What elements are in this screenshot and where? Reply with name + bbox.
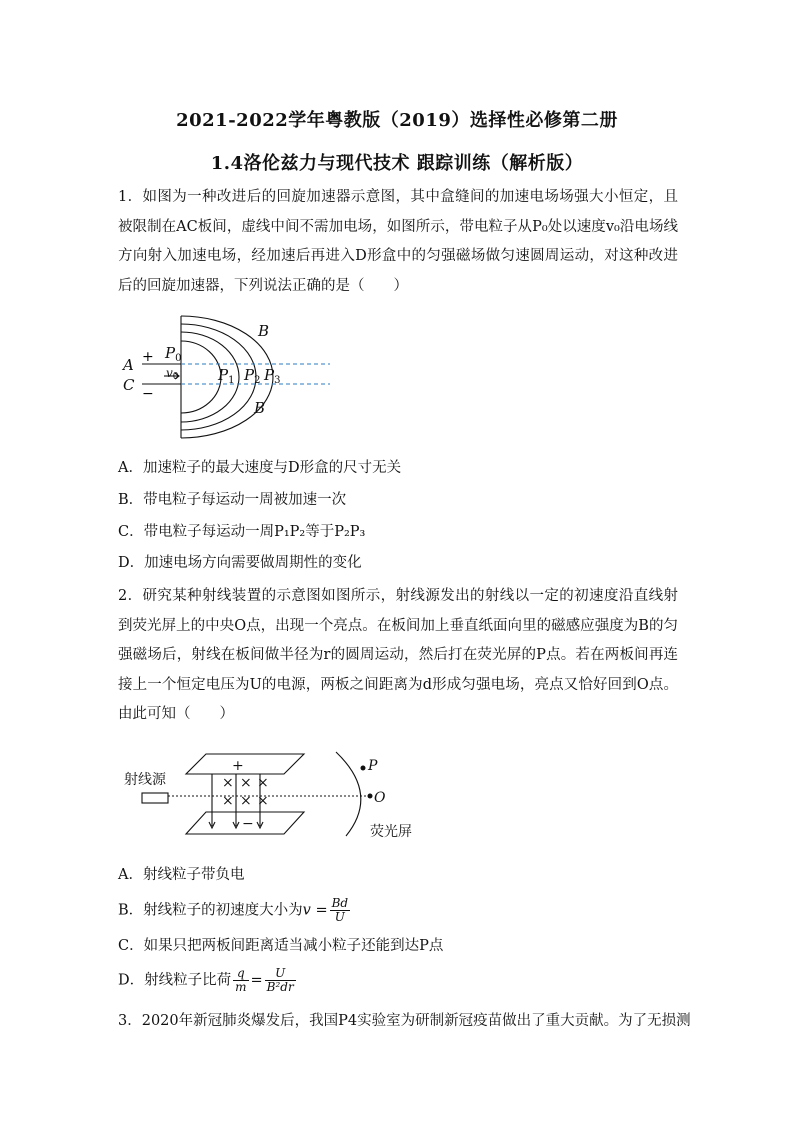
label-p: P bbox=[368, 758, 378, 774]
document-title-line1: 2021-2022学年粤教版（2019）选择性必修第二册 bbox=[176, 110, 618, 131]
option-d-prefix: D．射线粒子比荷 bbox=[118, 972, 232, 989]
question-2-option-c: C．如果只把两板间距离适当减小粒子还能到达P点 bbox=[118, 938, 444, 954]
label-a: A bbox=[123, 356, 134, 374]
fraction-denominator: B²dr bbox=[266, 980, 294, 994]
ray-device-diagram bbox=[118, 748, 438, 848]
label-c: C bbox=[123, 376, 135, 394]
question-1-option-a: A．加速粒子的最大速度与D形盒的尺寸无关 bbox=[118, 460, 402, 476]
label-plus: + bbox=[232, 758, 244, 774]
question-2-option-b bbox=[118, 897, 352, 924]
screen-label: 荧光屏 bbox=[370, 824, 412, 840]
top-plate bbox=[186, 754, 304, 774]
point-o-dot bbox=[368, 794, 373, 799]
fraction-numerator: q bbox=[233, 967, 248, 981]
fraction-denominator: U bbox=[334, 910, 345, 924]
cross-mark: × bbox=[257, 775, 269, 791]
label-o: O bbox=[374, 790, 386, 806]
question-2-option-a: A．射线粒子带负电 bbox=[118, 867, 245, 883]
ray-source-label: 射线源 bbox=[124, 772, 166, 788]
option-b-fraction bbox=[330, 897, 351, 924]
label-v0: v0 bbox=[166, 366, 179, 382]
cross-mark: × bbox=[240, 793, 252, 809]
cross-mark: × bbox=[240, 775, 252, 791]
question-1-option-b: B．带电粒子每运动一周被加速一次 bbox=[118, 492, 347, 508]
cross-mark: × bbox=[257, 793, 269, 809]
point-p-dot bbox=[361, 766, 366, 771]
label-p1: $P_1$ bbox=[218, 366, 235, 386]
question-2-option-d bbox=[118, 967, 298, 994]
question-1-stem: 1．如图为一种改进后的回旋加速器示意图，其中盒缝间的加速电场场强大小恒定，且被限制在AC板间，虚线中间不需加电场，如图所示，带电粒子从P₀处以速度v₀沿电场线方向射入加速电场，经加速后再进入D形盒中的匀强磁场做匀速圆周运动，对这种改进后的回旋加速器，下列说法正确的是（ ） bbox=[118, 189, 678, 294]
label-p2: $P_2$ bbox=[244, 366, 261, 386]
fraction-denominator: m bbox=[235, 980, 247, 994]
label-b-top: B bbox=[258, 322, 270, 340]
option-d-lhs-fraction bbox=[233, 967, 248, 994]
d-box-arc-1 bbox=[181, 341, 221, 413]
option-d-equals: = bbox=[250, 972, 263, 989]
ray-source-box bbox=[142, 793, 168, 803]
option-b-lhs: v = bbox=[302, 902, 328, 919]
option-d-rhs-fraction bbox=[265, 967, 296, 994]
fraction-numerator: Bd bbox=[331, 896, 349, 910]
fraction-numerator: U bbox=[265, 967, 296, 981]
question-1-option-d: D．加速电场方向需要做周期性的变化 bbox=[118, 555, 362, 571]
cyclotron-diagram bbox=[118, 310, 338, 450]
cross-mark: × bbox=[222, 775, 234, 791]
question-3-stem: 3．2020年新冠肺炎爆发后，我国P4实验室为研制新冠疫苗做出了重大贡献。为了无损测 bbox=[118, 1013, 691, 1029]
label-p0: $P_0$ bbox=[165, 344, 182, 364]
label-b-bottom: B bbox=[254, 399, 266, 417]
option-b-prefix: B．射线粒子的初速度大小为 bbox=[118, 902, 303, 919]
question-1-option-c: C．带电粒子每运动一周P₁P₂等于P₂P₃ bbox=[118, 524, 366, 540]
label-minus: − bbox=[142, 386, 154, 402]
label-plus: + bbox=[142, 349, 154, 365]
fluorescent-screen-arc bbox=[336, 752, 361, 836]
label-minus: − bbox=[242, 816, 254, 832]
cross-mark: × bbox=[222, 793, 234, 809]
question-2-stem: 2．研究某种射线装置的示意图如图所示，射线源发出的射线以一定的初速度沿直线射到荧光屏上的中央O点，出现一个亮点。在板间加上垂直纸面向里的磁感应强度为B的匀强磁场后，射线在板间做半径为r的圆周运动，然后打在荧光屏的P点。若在两板间再连接上一个恒定电压为U的电源，两板之间距离为d形成匀强电场，亮点又恰好回到O点。由此可知（ ） bbox=[118, 588, 678, 722]
document-title-line2: 1.4洛伦兹力与现代技术 跟踪训练（解析版） bbox=[210, 153, 584, 174]
label-p3: $P_3$ bbox=[264, 366, 281, 386]
